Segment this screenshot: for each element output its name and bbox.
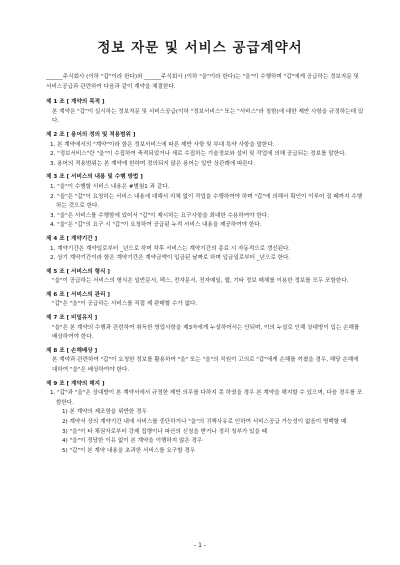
article-item: 1. "을"이 수행할 서비스 내용은 #별첨1 과 같다. bbox=[50, 183, 170, 190]
sub-item: 1) 본 계약의 제조항을 위반한 경우 bbox=[62, 409, 147, 416]
article-item: 4. "을"은 "갑"의 요구 시 "갑"이 요청하여 공급된 누적 서비스 내용을 제공하여야 한다. bbox=[50, 222, 262, 229]
intro-paragraph: ______주식회사 (이하 "갑"이라 한다)와 ______주식회사 (이하 "을"이라 한다)는 "을"이 수행하며 "갑"에게 공급하는 정보자문 및 서비스공급과 관련하여 다음과 같이 계약을 체결한다. bbox=[46, 74, 359, 90]
article-text: "을"은 본 계약의 수행과 관련하여 취득한 영업사항을 제3자에게 누설하여서는 안되며, 이의 누설로 인해 상대방이 입는 손해를 배상하여야 한다. bbox=[52, 324, 360, 341]
article-text: 본 계약은 "갑"이 실시하는 정보자문 및 서비스공급(이하 "정보서비스" 또는 "서비스"라 칭함)에 대한 제반 사항을 규정하는데 있다. bbox=[52, 108, 364, 125]
article-heading: 제 3 조 [ 서비스의 내용 및 수행 방법 ] bbox=[46, 174, 143, 181]
article-heading: 제 2 조 [ 용어의 정의 및 적용범위 ] bbox=[46, 131, 136, 138]
article-heading: 제 5 조 [ 서비스의 형식 ] bbox=[46, 268, 110, 275]
article-3 bbox=[46, 173, 364, 231]
document-title: 정보 자문 및 서비스 공급계약서 bbox=[97, 40, 303, 56]
article-text: 본 계약과 관련하여 "갑"이 요청한 정보를 활용하여 "을" 또는 "을"의 직원이 고의로 "갑"에게 손해를 끼쳤을 경우, 해당 손해에 대하여 "을"은 배상하여야 한다. bbox=[52, 357, 359, 374]
article-item: 2. 상기 계약기간이라 함은 계약기간은 계약금액이 입금된 날짜로 하며 입금일로부터 _년으로 한다. bbox=[50, 255, 291, 262]
article-item: 3. "을"은 서비스를 수행함에 있어서 "갑"이 제시하는 요구사항을 최대한 수용하여야 한다. bbox=[50, 212, 269, 219]
sub-item: 2) 계약서 상의 계약기간 내에 서비스를 중단하거나 "을"의 귀책사유로 인하여 서비스공급 가능성이 없음이 명백할 때 bbox=[62, 419, 347, 425]
article-4 bbox=[46, 235, 364, 264]
article-text: "을"이 공급하는 서비스의 형식은 일반문서, 팩스, 전자문서, 전자메일, 웹, 기타 정보 매체를 이용한 정보를 모두 포함한다. bbox=[52, 278, 349, 285]
page-number: - 1 - bbox=[194, 542, 206, 549]
article-item: 1. 계약기간은 계약일로부터 _년으로 하며 차후 서비스는 계약기간의 종료 시 자동적으로 갱신된다. bbox=[50, 245, 291, 252]
article-heading: 제 7 조 [ 비밀유지 ] bbox=[46, 315, 98, 322]
article-heading: 제 9 조 [ 계약의 해지 ] bbox=[46, 380, 105, 387]
article-heading: 제 6 조 [ 서비스의 관리 ] bbox=[46, 291, 110, 298]
sub-item: 4) "을"이 정당한 이유 없이 본 계약을 이행하지 않은 경우 bbox=[62, 438, 203, 445]
article-item: 2. "정보서비스"란 "을"이 수집하여 축적되었거나 새로 수집하는 기술정보와 설비 및 작업에 의해 공급되는 정보를 말한다. bbox=[50, 151, 347, 158]
article-9 bbox=[46, 380, 364, 457]
article-6 bbox=[46, 291, 364, 310]
document-body bbox=[46, 73, 364, 456]
article-item: 1. 본 계약에서의 "계약"이라 함은 정보서비스에 따른 제반 사항 및 부대 특약 사항을 말한다. bbox=[50, 141, 275, 148]
sub-item: 5) "갑"이 본 계약 내용을 초과한 서비스를 요구할 경우 bbox=[62, 447, 196, 454]
article-1 bbox=[46, 98, 364, 127]
article-item: 3. 용어의 적용범위는 본 계약에 한하며 정의되지 않은 용어는 일반 상관례에 따른다. bbox=[50, 160, 255, 167]
article-text: "갑"은 "을"이 공급하는 서비스를 직접 제 판매할 수가 없다. bbox=[52, 301, 198, 308]
article-2 bbox=[46, 131, 364, 169]
article-item: 2. "을"은 "갑"이 요청하는 서비스 내용에 대해서 지체 없이 작업을 수행하여야 하며 "갑"에 의해서 확인이 이루어 질 때까지 수행하는 것으로 한다. bbox=[50, 193, 363, 210]
article-7 bbox=[46, 314, 364, 343]
article-8 bbox=[46, 347, 364, 376]
article-heading: 제 4 조 [ 계약기간 ] bbox=[46, 235, 98, 242]
sub-item: 3) "을"이 타 채권자로부터 강제 집행이나 파산의 신청을 받거나 정리 청부가 있을 때 bbox=[62, 428, 268, 435]
article-5 bbox=[46, 268, 364, 287]
article-item: 1. "갑"과 "을"은 상대방이 본 계약서에서 규정한 제반 의무를 다하지 못 하였을 경우 본 계약을 해지할 수 있으며, 다음 경우를 포함한다. bbox=[50, 390, 363, 406]
article-heading: 제 1 조 [ 계약의 목적 ] bbox=[46, 99, 105, 106]
article-heading: 제 8 조 [ 손해배상 ] bbox=[46, 347, 98, 354]
